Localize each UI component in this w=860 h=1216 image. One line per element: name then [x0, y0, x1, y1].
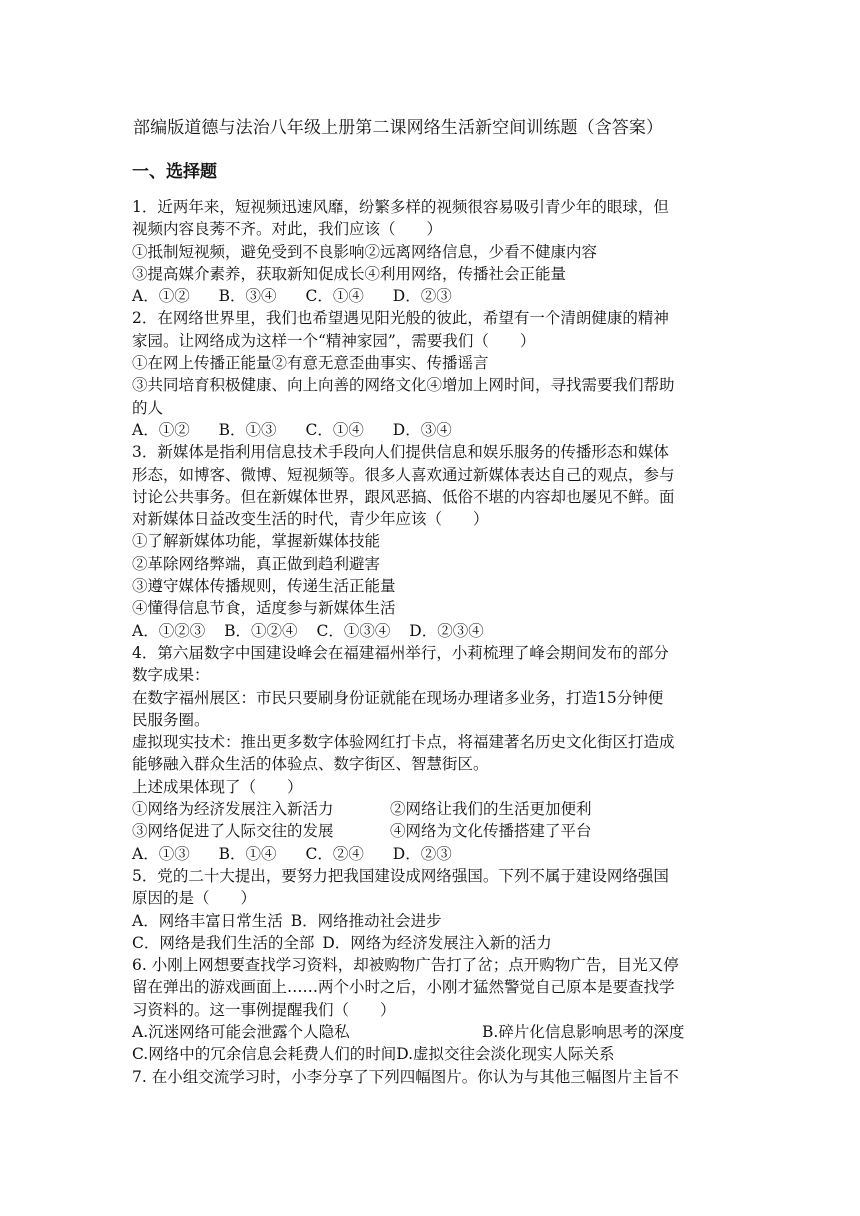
option-c: C．网络是我们生活的全部	[132, 933, 315, 952]
question-line: 4．第六届数字中国建设峰会在福建福州举行，小莉梳理了峰会期间发布的部分	[132, 643, 669, 662]
option-c: C．②④	[305, 844, 364, 863]
answer-options	[132, 285, 732, 307]
question-2	[132, 307, 732, 441]
document-title: 部编版道德与法治八年级上册第二课网络生活新空间训练题（含答案）	[133, 118, 664, 138]
option-b: B．网络推动社会进步	[290, 911, 442, 930]
option-d: D．②③④	[409, 621, 484, 640]
statement-line: ①抵制短视频，避免受到不良影响②远离网络信息，少看不健康内容	[132, 242, 598, 261]
question-5	[132, 865, 732, 954]
option-d: D．③④	[392, 420, 452, 439]
option-b: B．①②④	[224, 621, 298, 640]
statement-4: ④网络为文化传播搭建了平台	[390, 822, 592, 841]
statement-line: 的人	[132, 398, 164, 417]
question-line: 6. 小刚上网想要查找学习资料，却被购物广告打了岔；点开购物广告，目光又停	[132, 956, 679, 975]
question-line: 2．在网络世界里，我们也希望遇见阳光般的彼此，希望有一个清朗健康的精神	[132, 309, 669, 328]
question-6	[132, 954, 732, 1065]
question-line: 习资料的。这一事例提醒我们（ ）	[132, 1000, 396, 1019]
question-line: 5．党的二十大提出，要努力把我国建设成网络强国。下列不属于建设网络强国	[132, 866, 669, 885]
option-a: A．①②	[132, 420, 190, 439]
answer-options	[132, 620, 732, 642]
option-b: B．③④	[218, 287, 277, 306]
answer-options	[132, 419, 732, 441]
option-b: B．①④	[218, 844, 277, 863]
statement-2: ②网络让我们的生活更加便利	[390, 800, 592, 819]
option-c: C.网络中的冗余信息会耗费人们的时间	[132, 1045, 397, 1064]
answer-options	[132, 932, 732, 954]
question-3	[132, 441, 732, 642]
question-line: 讨论公共事务。但在新媒体世界，跟风恶搞、低俗不堪的内容却也屡见不鲜。面	[132, 487, 675, 506]
statement-line: ①在网上传播正能量②有意无意歪曲事实、传播谣言	[132, 354, 489, 373]
question-line: 民服务圈。	[132, 710, 210, 729]
question-line: 在数字福州展区：市民只要刷身份证就能在现场办理诸多业务，打造15分钟便	[132, 688, 664, 707]
statement-pair	[132, 820, 732, 842]
statement-1: ①网络为经济发展注入新活力	[132, 800, 334, 819]
question-line: 留在弹出的游戏画面上……两个小时之后，小刚才猛然警觉自己原本是要查找学	[132, 978, 675, 997]
question-line: 数字成果：	[132, 666, 210, 685]
question-line: 原因的是（ ）	[132, 889, 257, 908]
answer-options	[132, 910, 732, 932]
statement-line: ②革除网络弊端，真正做到趋利避害	[132, 554, 381, 573]
question-line: 视频内容良莠不齐。对此，我们应该（ ）	[132, 220, 443, 239]
option-a: A．①③	[132, 844, 190, 863]
statement-3: ③网络促进了人际交往的发展	[132, 822, 334, 841]
option-c: C．①④	[305, 420, 364, 439]
question-line: 1．近两年来，短视频迅速风靡，纷繁多样的视频很容易吸引青少年的眼球，但	[132, 198, 669, 216]
option-a: A．网络丰富日常生活	[132, 911, 283, 930]
question-line: 7. 在小组交流学习时，小李分享了下列四幅图片。你认为与其他三幅图片主旨不	[132, 1067, 679, 1086]
option-a: A.沉迷网络可能会泄露个人隐私	[132, 1022, 350, 1041]
statement-line: ④懂得信息节食，适度参与新媒体生活	[132, 599, 396, 618]
question-1	[132, 196, 732, 307]
option-d: D．②③	[392, 844, 452, 863]
option-d: D．网络为经济发展注入新的活力	[322, 933, 552, 952]
option-b: B.碎片化信息影响思考的深度	[482, 1022, 685, 1041]
answer-options	[132, 1043, 732, 1065]
question-4	[132, 642, 732, 865]
option-c: C．①④	[305, 287, 364, 306]
question-line: 形态，如博客、微博、短视频等。很多人喜欢通过新媒体表达自己的观点，参与	[132, 465, 675, 484]
section-heading: 一、选择题	[132, 162, 217, 182]
answer-options	[132, 1021, 732, 1043]
question-line: 3．新媒体是指利用信息技术手段向人们提供信息和娱乐服务的传播形态和媒体	[132, 443, 669, 462]
option-b: B．①③	[218, 420, 277, 439]
statement-line: ③提高媒介素养，获取新知促成长④利用网络，传播社会正能量	[132, 264, 567, 283]
option-a: A．①②③	[132, 621, 206, 640]
question-line: 家园。让网络成为这样一个“精神家园”，需要我们（ ）	[132, 331, 536, 350]
question-line: 能够融入群众生活的体验点、数字街区、智慧街区。	[132, 755, 489, 774]
option-a: A．①②	[132, 287, 190, 306]
statement-pair	[132, 798, 732, 820]
option-d: D.虚拟交往会淡化现实人际关系	[396, 1045, 615, 1064]
statement-line: ③共同培育积极健康、向上向善的网络文化④增加上网时间，寻找需要我们帮助	[132, 376, 675, 395]
statement-line: ①了解新媒体功能，掌握新媒体技能	[132, 532, 381, 551]
option-d: D．②③	[392, 287, 452, 306]
question-list	[132, 196, 732, 1088]
statement-line: ③遵守媒体传播规则，传递生活正能量	[132, 577, 396, 596]
question-line: 虚拟现实技术：推出更多数字体验网红打卡点，将福建著名历史文化街区打造成	[132, 733, 675, 752]
question-line: 上述成果体现了（ ）	[132, 777, 303, 796]
question-line: 对新媒体日益改变生活的时代，青少年应该（ ）	[132, 510, 489, 529]
option-c: C．①③④	[316, 621, 391, 640]
question-7	[132, 1066, 732, 1088]
answer-options	[132, 843, 732, 865]
